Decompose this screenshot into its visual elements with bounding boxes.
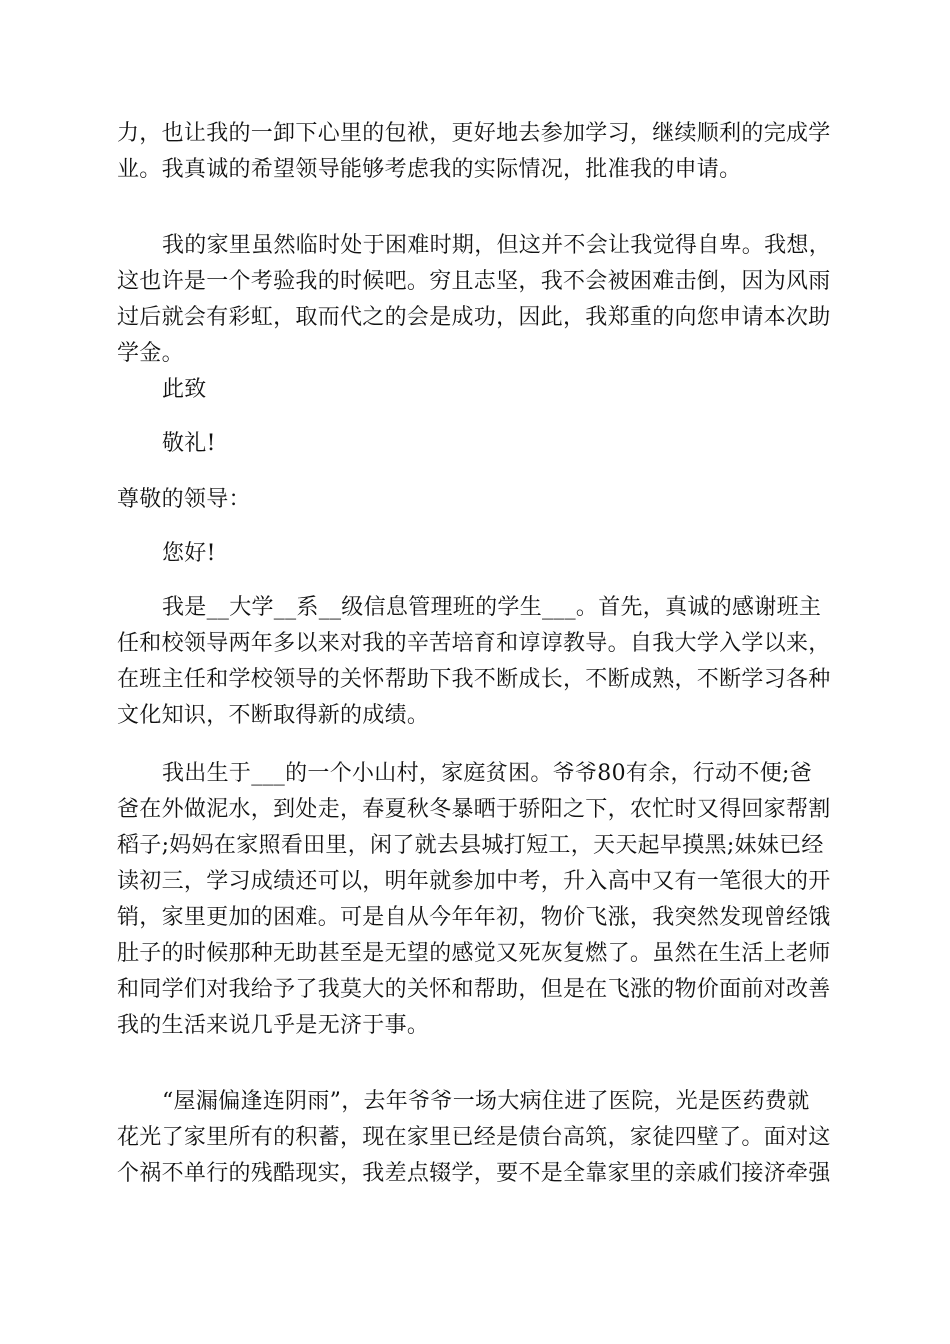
text-line: 个祸不单行的残酷现实，我差点辍学，要不是全靠家里的亲戚们接济牵强	[117, 1161, 831, 1186]
salutation: 尊敬的领导：	[117, 487, 251, 512]
text-line: 力，也让我的一卸下心里的包袱，更好地去参加学习，继续顺利的完成学	[117, 121, 831, 146]
closing-line: 敬礼!	[162, 431, 216, 456]
text-line: 我是__大学__系__级信息管理班的学生___。首先，真诚的感谢班主	[162, 595, 822, 620]
text-line: 读初三，学习成绩还可以，明年就参加中考，升入高中又有一笔很大的开	[117, 869, 831, 894]
text-line: 我的生活来说几乎是无济于事。	[117, 1013, 430, 1038]
text-line: 任和校领导两年多以来对我的辛苦培育和谆谆教导。自我大学入学以来，	[117, 631, 831, 656]
closing-line: 此致	[162, 377, 207, 402]
text-line: 销，家里更加的困难。可是自从今年年初，物价飞涨，我突然发现曾经饿	[117, 905, 831, 930]
text-line: “屋漏偏逢连阴雨”，去年爷爷一场大病住进了医院，光是医药费就	[162, 1089, 810, 1114]
text-line: 爸在外做泥水，到处走，春夏秋冬暴晒于骄阳之下，农忙时又得回家帮割	[117, 797, 831, 822]
text-line: 我出生于___的一个小山村，家庭贫困。爷爷80有余，行动不便;爸	[162, 761, 813, 786]
text-line: 在班主任和学校领导的关怀帮助下我不断成长，不断成熟，不断学习各种	[117, 667, 831, 692]
text-line: 花光了家里所有的积蓄，现在家里已经是债台高筑，家徒四壁了。面对这	[117, 1125, 831, 1150]
text-line: 文化知识，不断取得新的成绩。	[117, 703, 430, 728]
text-line: 业。我真诚的希望领导能够考虑我的实际情况，批准我的申请。	[117, 157, 742, 182]
text-line: 学金。	[117, 341, 184, 366]
text-line: 过后就会有彩虹，取而代之的会是成功，因此，我郑重的向您申请本次助	[117, 305, 831, 330]
greeting: 您好!	[162, 541, 216, 566]
text-line: 我的家里虽然临时处于困难时期，但这并不会让我觉得自卑。我想，	[162, 233, 832, 258]
text-line: 和同学们对我给予了我莫大的关怀和帮助，但是在飞涨的物价面前对改善	[117, 977, 831, 1002]
text-line: 肚子的时候那种无助甚至是无望的感觉又死灰复燃了。虽然在生活上老师	[117, 941, 831, 966]
text-line: 这也许是一个考验我的时候吧。穷且志坚，我不会被困难击倒，因为风雨	[117, 269, 831, 294]
text-line: 稻子;妈妈在家照看田里，闲了就去县城打短工，天天起早摸黑;妹妹已经	[117, 833, 824, 858]
